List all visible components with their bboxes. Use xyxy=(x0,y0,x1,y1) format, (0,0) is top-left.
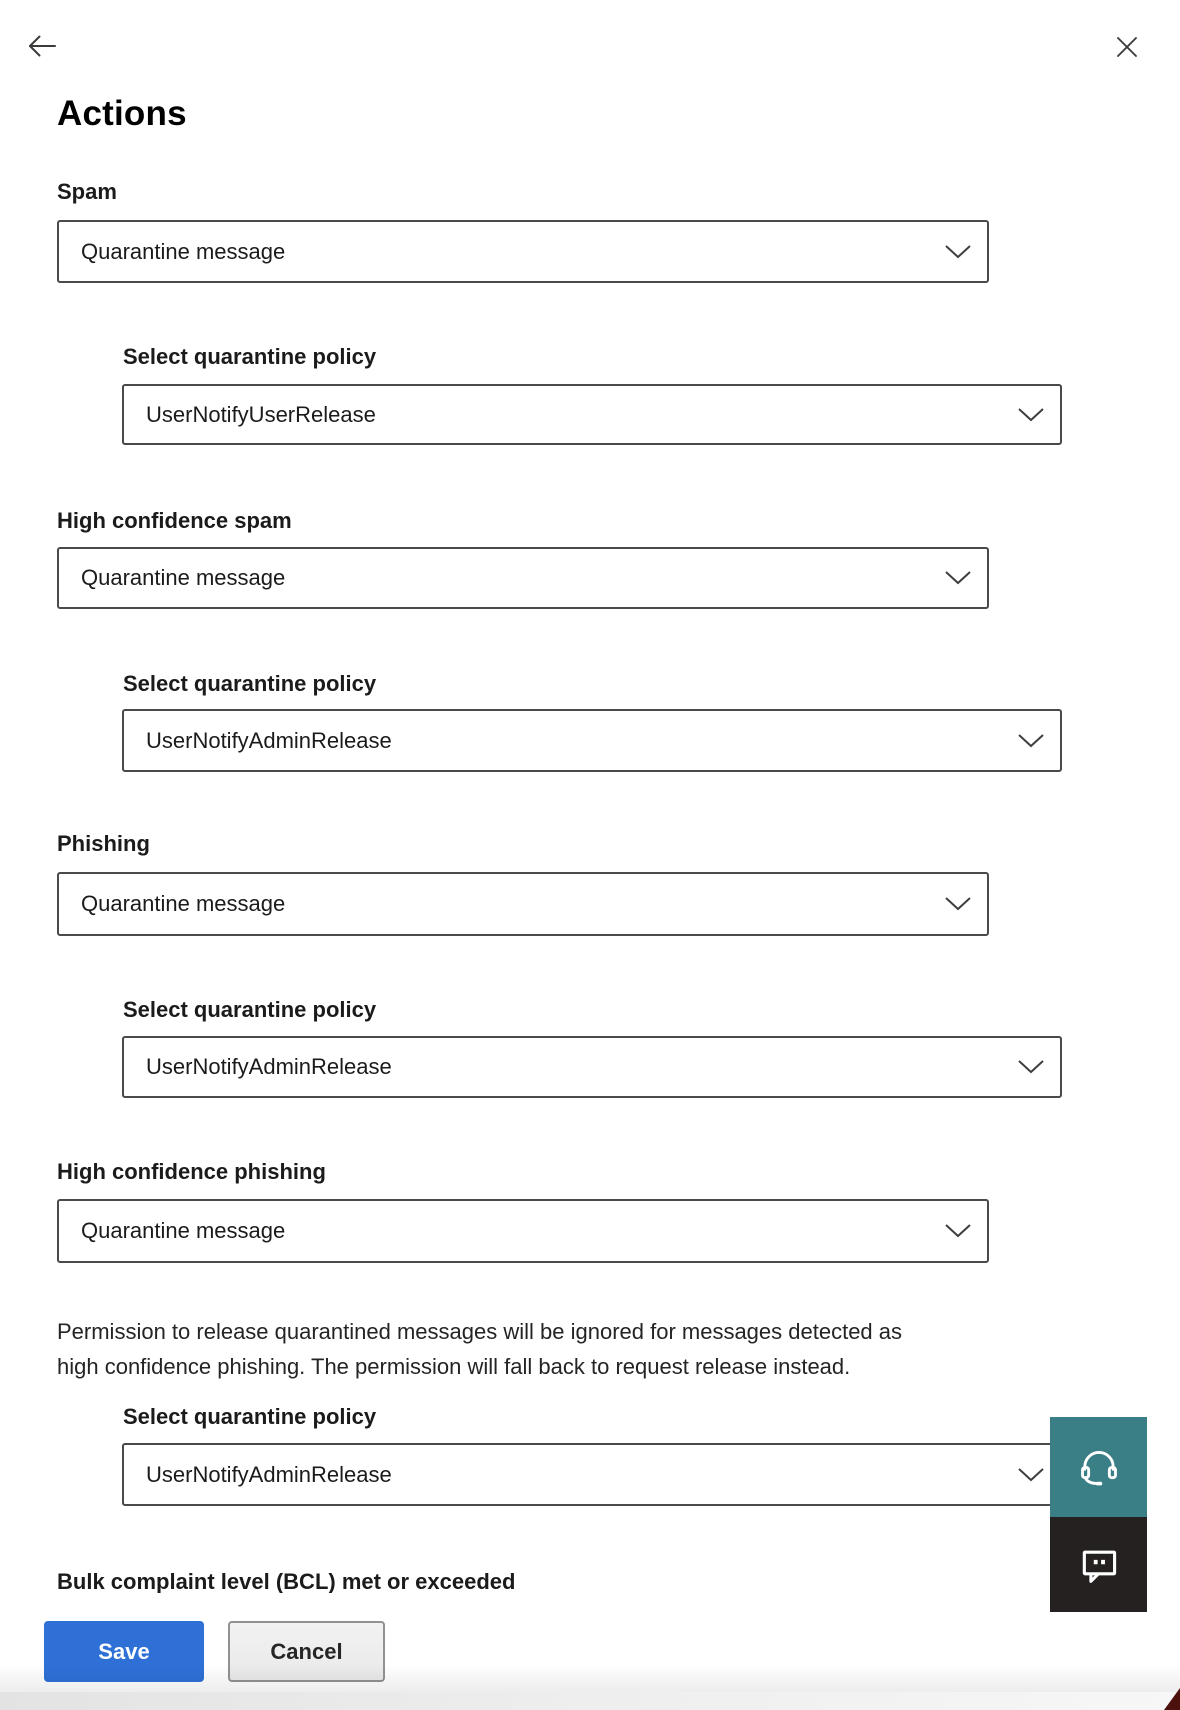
bulk-complaint-label-clipped xyxy=(57,1566,757,1593)
chevron-down-icon xyxy=(945,245,971,259)
chevron-down-icon xyxy=(945,897,971,911)
phishing-action-value: Quarantine message xyxy=(81,891,286,916)
spam-label: Spam xyxy=(57,179,117,204)
high-confidence-spam-label: High confidence spam xyxy=(57,508,292,533)
note-line: high confidence phishing. The permission will fall back to request release instead. xyxy=(57,1354,851,1379)
feedback-widget-button[interactable] xyxy=(1050,1517,1147,1612)
high-confidence-spam-action-select[interactable] xyxy=(57,547,989,609)
spam-policy-value: UserNotifyUserRelease xyxy=(146,401,376,427)
footer-shadow xyxy=(0,1664,1180,1692)
spam-action-select[interactable] xyxy=(57,220,989,283)
note-line: Permission to release quarantined messages will be ignored for messages detected as xyxy=(57,1319,903,1344)
spam-action-value: Quarantine message xyxy=(81,238,286,264)
chevron-down-icon xyxy=(945,571,971,585)
close-button[interactable] xyxy=(1112,29,1148,65)
high-confidence-phishing-action-select[interactable] xyxy=(57,1199,989,1263)
high-confidence-phishing-label: High confidence phishing xyxy=(57,1159,326,1184)
chevron-down-icon xyxy=(1018,734,1044,748)
chevron-down-icon xyxy=(1018,408,1044,422)
support-widget-button[interactable] xyxy=(1050,1417,1147,1517)
high-confidence-spam-policy-value: UserNotifyAdminRelease xyxy=(146,727,392,753)
high-confidence-phishing-policy-label: Select quarantine policy xyxy=(123,1404,377,1429)
phishing-policy-label: Select quarantine policy xyxy=(123,997,377,1022)
bottom-strip xyxy=(0,1692,1180,1710)
chat-icon xyxy=(1077,1543,1121,1587)
spam-policy-label: Select quarantine policy xyxy=(123,344,377,369)
high-confidence-phishing-note xyxy=(57,1314,902,1384)
spam-policy-select[interactable] xyxy=(122,384,1062,445)
high-confidence-phishing-policy-value: UserNotifyAdminRelease xyxy=(146,1461,392,1487)
chevron-down-icon xyxy=(1018,1060,1044,1074)
arrow-left-icon xyxy=(24,28,64,64)
save-button[interactable]: Save xyxy=(44,1621,204,1682)
high-confidence-phishing-action-value: Quarantine message xyxy=(81,1218,286,1243)
phishing-policy-value: UserNotifyAdminRelease xyxy=(146,1054,392,1079)
headset-icon xyxy=(1076,1444,1122,1490)
chevron-down-icon xyxy=(945,1224,971,1238)
bulk-complaint-label: Bulk complaint level (BCL) met or exceeded xyxy=(57,1569,516,1593)
close-icon xyxy=(1112,32,1148,62)
phishing-action-select[interactable] xyxy=(57,872,989,936)
high-confidence-spam-policy-select[interactable] xyxy=(122,709,1062,772)
high-confidence-spam-action-value: Quarantine message xyxy=(81,565,286,590)
phishing-policy-select[interactable] xyxy=(122,1036,1062,1098)
page-title: Actions xyxy=(57,94,187,133)
phishing-label: Phishing xyxy=(57,831,150,856)
chevron-down-icon xyxy=(1018,1468,1044,1482)
cancel-button[interactable]: Cancel xyxy=(228,1621,385,1682)
back-button[interactable] xyxy=(24,26,64,66)
high-confidence-spam-policy-label: Select quarantine policy xyxy=(123,671,377,696)
high-confidence-phishing-policy-select[interactable] xyxy=(122,1443,1062,1506)
